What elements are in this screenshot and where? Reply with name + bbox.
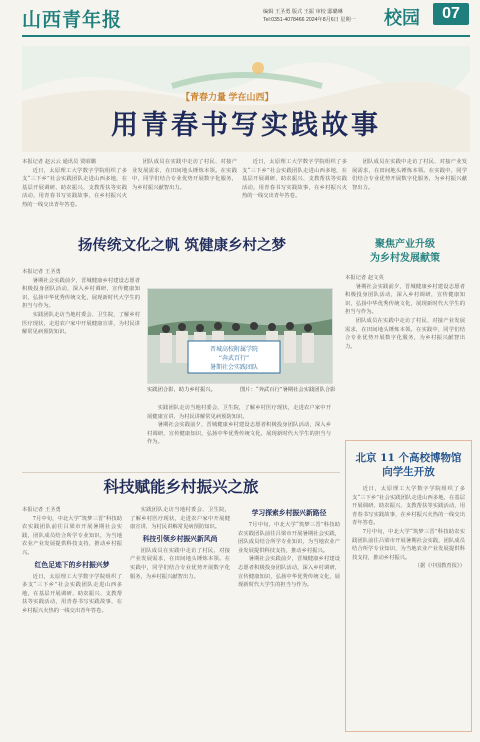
contact-date-line: Tel:0351-4078466 2024年8月6日 星期一 [263,17,356,23]
sidebar-body [345,274,465,449]
photo-banner-line1: 晋城高校附属学院 [209,346,259,353]
news-box [345,440,472,732]
header-rule [22,35,470,37]
page-headline: 用青春书写实践故事 [111,110,381,141]
box-paragraph-2: 7月中旬，中北大学“筑梦三晋”科技助农实践团队前往吕梁市开展暑期社会实践，团队成员结合所学专业知识，为当地农业产业发展提供科技支持，推动乡村振兴。 [352,528,465,561]
article1-byline: 本报记者 王圣勇 [22,269,61,275]
article2-paragraph-6: 暑期社会实践前夕，晋城健康乡村建设志愿者积极投身团队活动，深入乡村调研，宣传健康知识，弘扬中华优秀传统文化，展现新时代大学生的担当与作为。 [238,556,340,589]
lead-column-1 [22,158,127,240]
photo-caption-right: 图片：“奔武百行”暑期社会实践团队合影 [240,387,336,393]
photo-banner-line3: 暑期社会实践团队 [209,364,259,371]
edition-meta [263,8,356,24]
sidebar-paragraph-1: 暑期社会实践前夕，晋城健康乡村建设志愿者积极投身团队活动，深入乡村调研，宣传健康知识，弘扬中华优秀传统文化，展现新时代大学生的担当与作为。 [345,283,465,316]
lead-column-3 [242,158,347,240]
lead-paragraph-2: 团队成员在实践中走访了村民、对接产业发展需求，在田间地头锤炼本领。在实践中，同学们结合专业优势开展数字化服务，为乡村振兴献智出力。 [132,159,237,191]
article1-paragraph-3: 实践团队走访当地村委会、卫生院，了解乡村医疗现状，走进农户家中开展健康宣讲，为村民讲解常见病预防知识。 [147,405,331,420]
article2-paragraph-1: 7月中旬，中北大学“筑梦三晋”科技助农实践团队前往吕梁市开展暑期社会实践，团队成员结合所学专业知识，为当地农业产业发展提供科技支持，推动乡村振兴。 [22,515,122,556]
photo-banner-line2: “奔武百行” [218,355,250,362]
article2-column-2 [130,506,230,732]
box-source: （据《中国教育报》） [414,563,465,570]
photo-caption-left: 实践团合影，助力乡村振兴。 [147,387,216,393]
lead-column-4 [352,158,467,228]
article2-byline: 本报记者 王圣勇 [22,507,61,513]
article2-subheading-1: 红色足迹下的乡村振兴梦 [34,560,110,569]
group-photo [147,288,333,384]
article1-column-left [22,268,140,394]
box-paragraph-1: 近日，太原理工大学数字学院组织了多支“三下乡”社会实践团队走进山西多地，在基层开展调研、助农振兴、支教帮扶等实践活动，用青春书写实践故事，在乡村振兴火热的一线交出青年答卷。 [352,486,465,527]
sidebar-title-line1: 聚焦产业升级 [375,239,435,250]
article2-paragraph-2: 近日，太原理工大学数字学院组织了多支“三下乡”社会实践团队走进山西多地，在基层开展调研、助农振兴、支教帮扶等实践活动，用青春书写实践故事，在乡村振兴火热的一线交出青年答卷。 [22,573,122,614]
divider-horizontal [22,472,340,473]
article2-paragraph-4: 团队成员在实践中走访了村民、对接产业发展需求，在田间地头锤炼本领。在实践中，同学们结合专业优势开展数字化服务，为乡村振兴献智出力。 [130,547,230,580]
article2-subheading-3: 学习探索乡村振兴新路径 [251,509,327,517]
article2-paragraph-5: 7月中旬，中北大学“筑梦三晋”科技助农实践团队前往吕梁市开展暑期社会实践，团队成员结合所学专业知识，为当地农业产业发展提供科技支持，推动乡村振兴。 [238,522,340,554]
banner [22,46,470,152]
article2-column-3 [238,506,340,732]
article2-subheading-2: 科技引领乡村振兴新风尚 [142,534,218,543]
box-body [352,485,465,717]
box-title-line2: 向学生开放 [382,466,435,478]
sidebar-paragraph-2: 团队成员在实践中走访了村民、对接产业发展需求，在田间地头锤炼本领。在实践中，同学们结合专业优势开展数字化服务，为乡村振兴献智出力。 [345,317,465,350]
sidebar-byline: 本报记者 赵文英 [345,275,384,281]
lead-paragraph-4: 团队成员在实践中走访了村民、对接产业发展需求，在田间地头锤炼本领。在实践中，同学们结合专业优势开展数字化服务，为乡村振兴献智出力。 [352,159,467,191]
sidebar-article [345,238,465,441]
article2-title: 科技赋能乡村振兴之旅 [103,477,259,496]
sidebar-title-line2: 为乡村发展献策 [370,253,440,264]
banner-kicker: 【青春力量 学在山西】 [181,92,274,102]
article2-column-1 [22,506,122,732]
article1-title: 扬传统文化之帆 筑健康乡村之梦 [77,237,287,254]
masthead [0,0,480,48]
article1-paragraph-4: 暑期社会实践前夕，晋城健康乡村建设志愿者积极投身团队活动，深入乡村调研，宣传健康知识，弘扬中华优秀传统文化，展现新时代大学生的担当与作为。 [147,422,331,446]
article2-paragraph-3: 实践团队走访当地村委会、卫生院，了解乡村医疗现状，走进农户家中开展健康宣讲，为村民讲解常见病预防知识。 [130,507,230,531]
article1-paragraph-1: 暑期社会实践前夕，晋城健康乡村建设志愿者积极投身团队活动，深入乡村调研，宣传健康知识，弘扬中华优秀传统文化，展现新时代大学生的担当与作为。 [22,277,140,310]
section-title: 校园 [384,8,420,29]
article1-column-bottom [147,404,331,466]
group-photo-image [148,289,332,383]
box-title-line1: 北京 11 个高校博物馆 [355,452,462,464]
lead-column-2 [132,158,237,240]
lead-paragraph-3: 近日，太原理工大学数字学院组织了多支“三下乡”社会实践团队走进山西多地，在基层开展调研、助农振兴、支教帮扶等实践活动，用青春书写实践故事，在乡村振兴火热的一线交出青年答卷。 [242,159,347,200]
editor-line: 编辑 王圣勇 版式 王振 审校 邸璐琳 [263,9,343,15]
lead-paragraph-1: 近日，太原理工大学数字学院组织了多支“三下乡”社会实践团队走进山西多地，在基层开展调研、助农振兴、支教帮扶等实践活动，用青春书写实践故事，在乡村振兴火热的一线交出青年答卷。 [22,167,127,208]
newspaper-logo: 山西青年报 [22,9,123,31]
page-number: 07 [433,3,469,25]
lead-byline: 本报记者 赵云云 通讯员 贾昭璐 [22,159,96,165]
article1-paragraph-2: 实践团队走访当地村委会、卫生院，了解乡村医疗现状，走进农户家中开展健康宣讲，为村民讲解常见病预防知识。 [22,311,140,336]
